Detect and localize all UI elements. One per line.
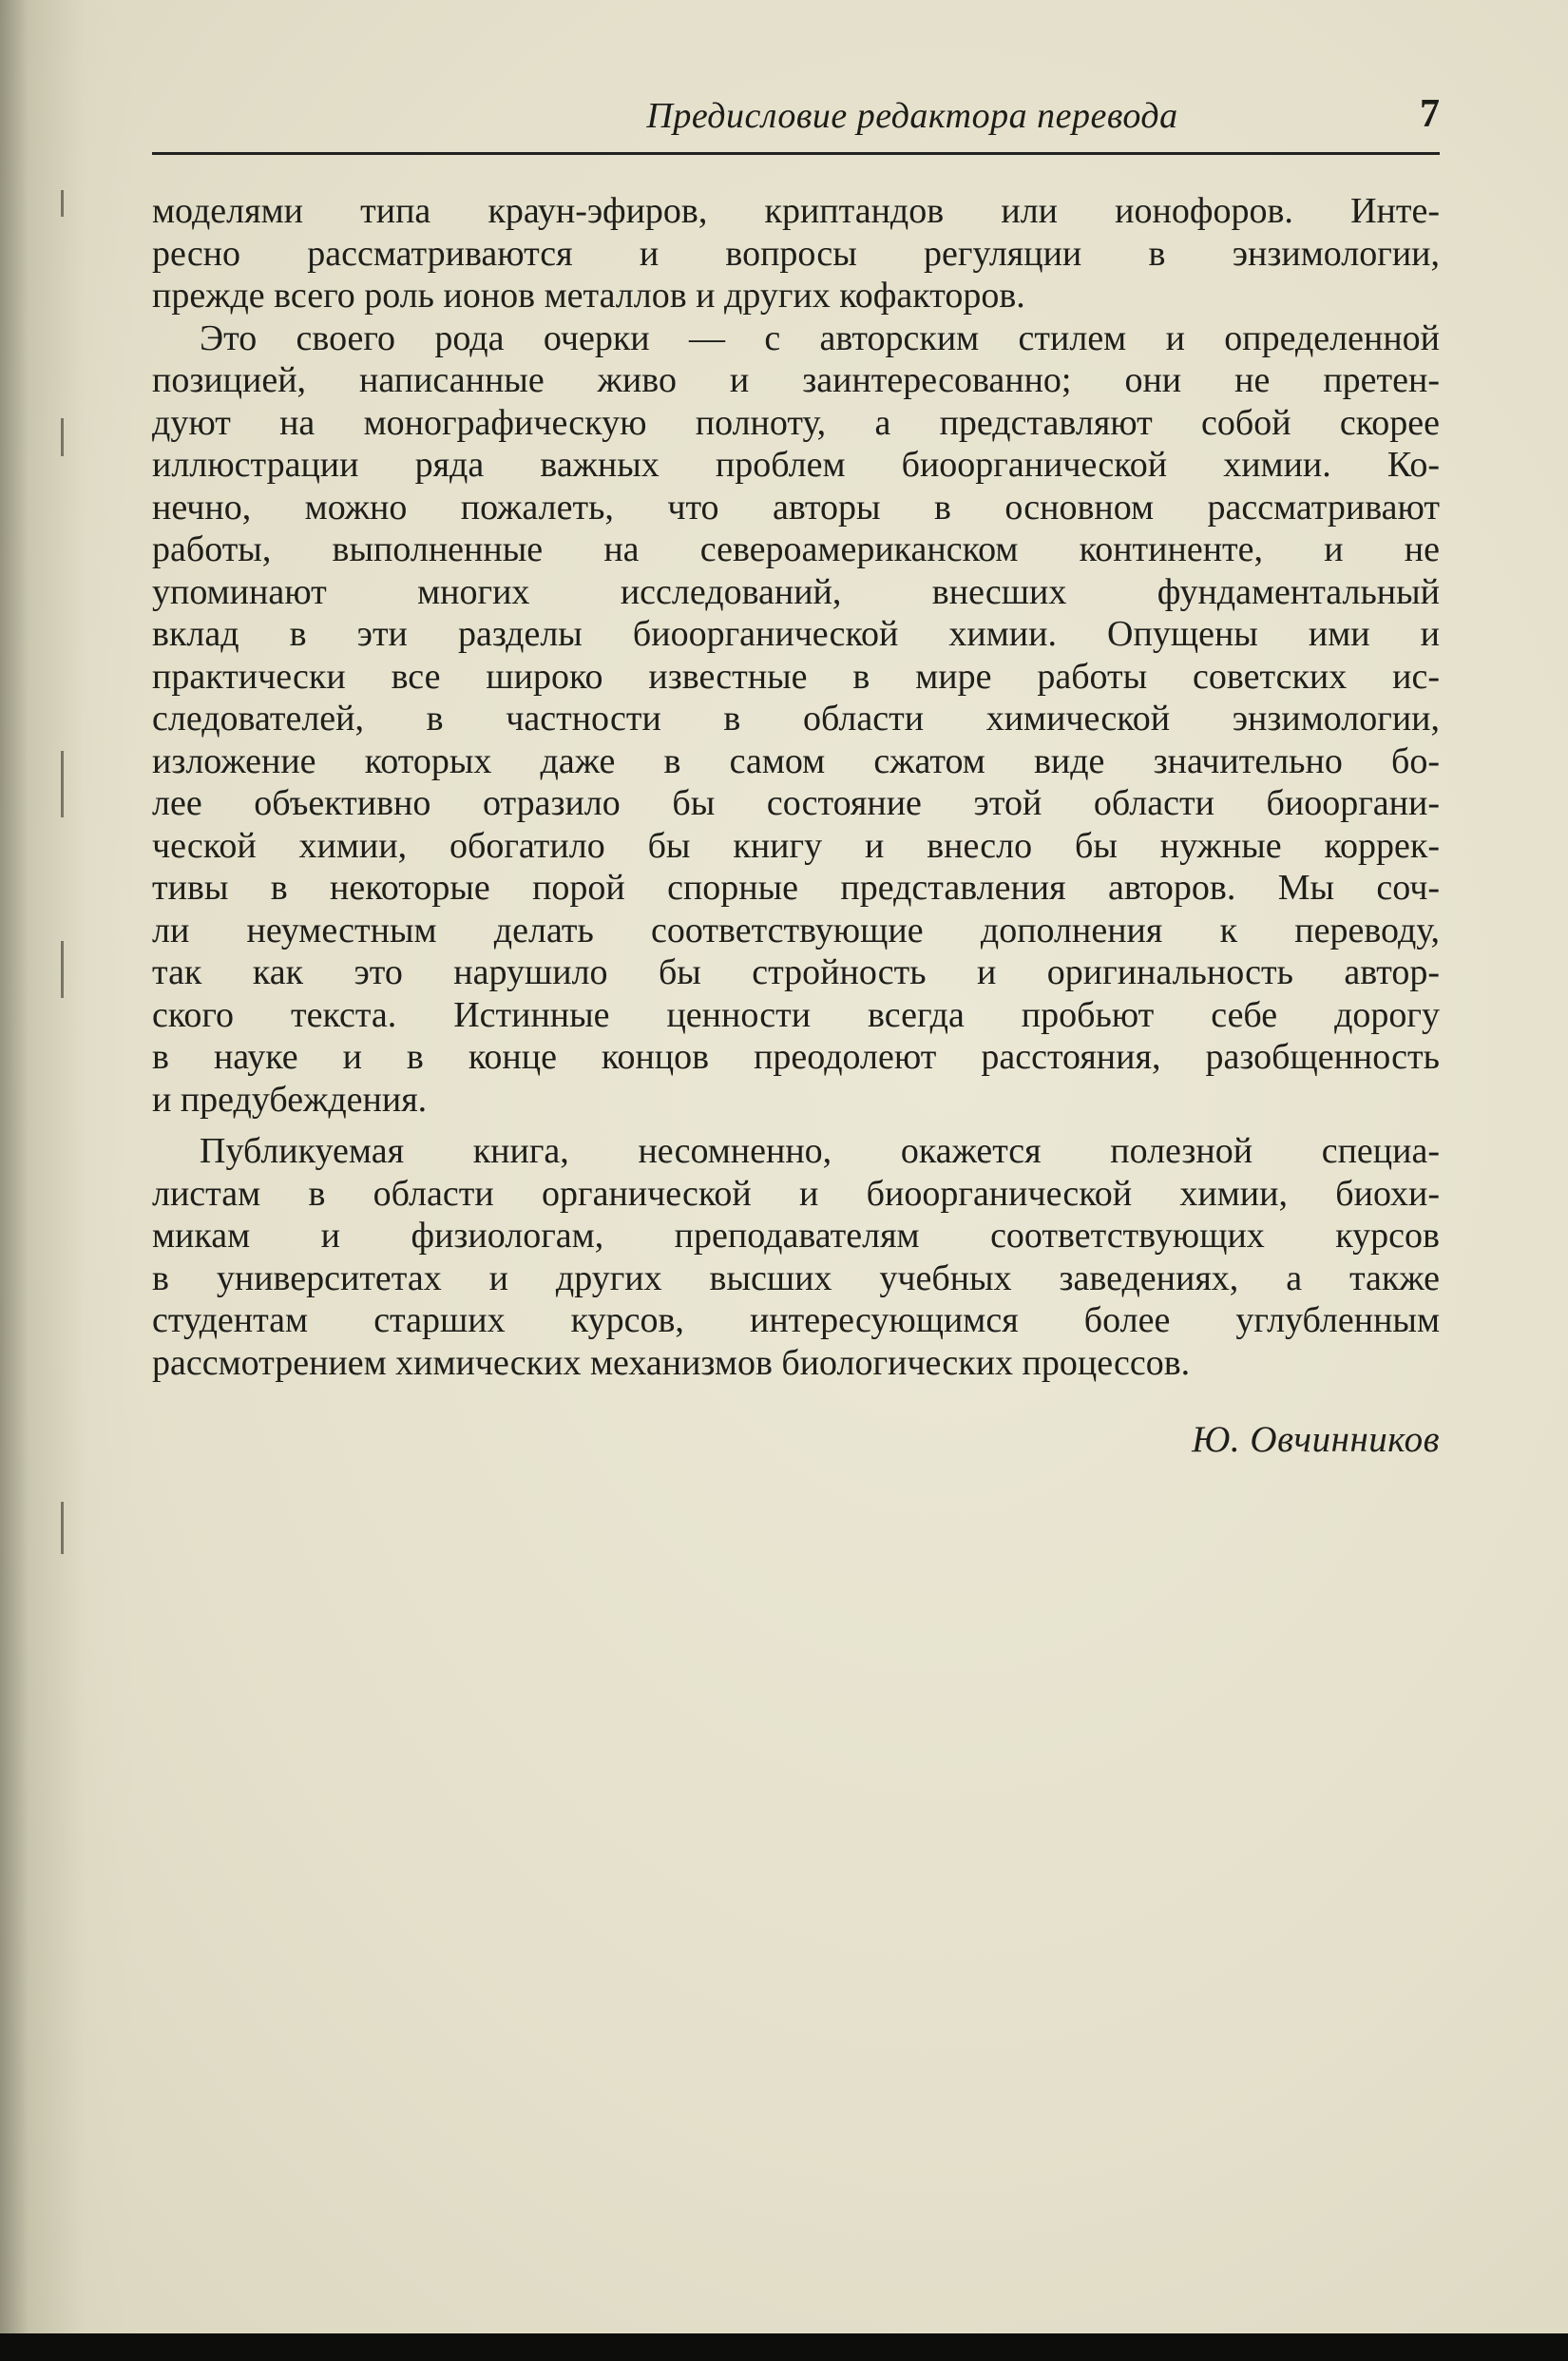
text-line: ресно рассматриваются и вопросы регуляции в энзимологии, [152,233,1440,274]
text-line: листам в области органической и биоорганической химии, биохи- [152,1173,1440,1214]
text-line: микам и физиологам, преподавателям соответствующих курсов [152,1216,1440,1256]
spine-mark [61,418,64,456]
text-line: следователей, в частности в области химической энзимологии, [152,699,1440,739]
text-line: позицией, написанные живо и заинтересованно; они не претен- [152,360,1440,400]
text-line: тивы в некоторые порой спорные представления авторов. Мы соч- [152,868,1440,908]
text-line: лее объективно отразило бы состояние этой области биооргани- [152,783,1440,823]
paragraph-gap [152,1121,1440,1130]
text-line: ли неуместным делать соответствующие дополнения к переводу, [152,910,1440,950]
spine-mark [61,190,64,217]
text-line: в университетах и других высших учебных заведениях, а также [152,1257,1440,1298]
text-line: моделями типа краун-эфиров, криптандов или ионофоров. Инте- [152,191,1440,231]
paragraph [152,190,1440,317]
text-line: работы, выполненные на североамериканском континенте, и не [152,529,1440,569]
paragraph [152,1130,1440,1384]
header-rule [152,152,1440,155]
text-line: практически все широко известные в мире работы советских ис- [152,656,1440,697]
text-line: дуют на монографическую полноту, а представляют собой скорее [152,402,1440,443]
text-line: вклад в эти разделы биоорганической химии. Опущены ими и [152,614,1440,654]
text-line: Это своего рода очерки — с авторским стилем и определенной [200,317,1440,358]
running-header-title: Предисловие редактора перевода [646,96,1178,136]
scan-bottom-edge [0,2333,1568,2361]
text-line: рассмотрением химических механизмов биологических процессов. [152,1342,1191,1383]
spine-mark [61,751,64,817]
text-line: так как это нарушило бы стройность и оригинальность автор- [152,952,1440,992]
running-header [152,91,1440,156]
text-line: и предубеждения. [152,1079,428,1120]
body-text [152,190,1440,1384]
text-line: ского текста. Истинные ценности всегда пробьют себе дорогу [152,994,1440,1035]
text-line: в науке и в конце концов преодолеют расстояния, разобщенность [152,1037,1440,1077]
text-line: Публикуемая книга, несомненно, окажется полезной специа- [200,1131,1440,1171]
page-number: 7 [1420,92,1440,136]
spine-mark [61,1502,64,1554]
author-signature: Ю. Овчинников [1192,1419,1440,1460]
text-line: ческой химии, обогатило бы книгу и внесло бы нужные коррек- [152,825,1440,866]
text-line: студентам старших курсов, интересующимся более углубленным [152,1300,1440,1340]
text-line: нечно, можно пожалеть, что авторы в основном рассматривают [152,487,1440,528]
text-line: иллюстрации ряда важных проблем биоорганической химии. Ко- [152,445,1440,485]
text-line: изложение которых даже в самом сжатом виде значительно бо- [152,740,1440,781]
spine-mark [61,941,64,998]
paragraph [152,317,1440,1122]
text-line: упоминают многих исследований, внесших фундаментальный [152,571,1440,612]
text-line: прежде всего роль ионов металлов и других кофакторов. [152,276,1025,316]
